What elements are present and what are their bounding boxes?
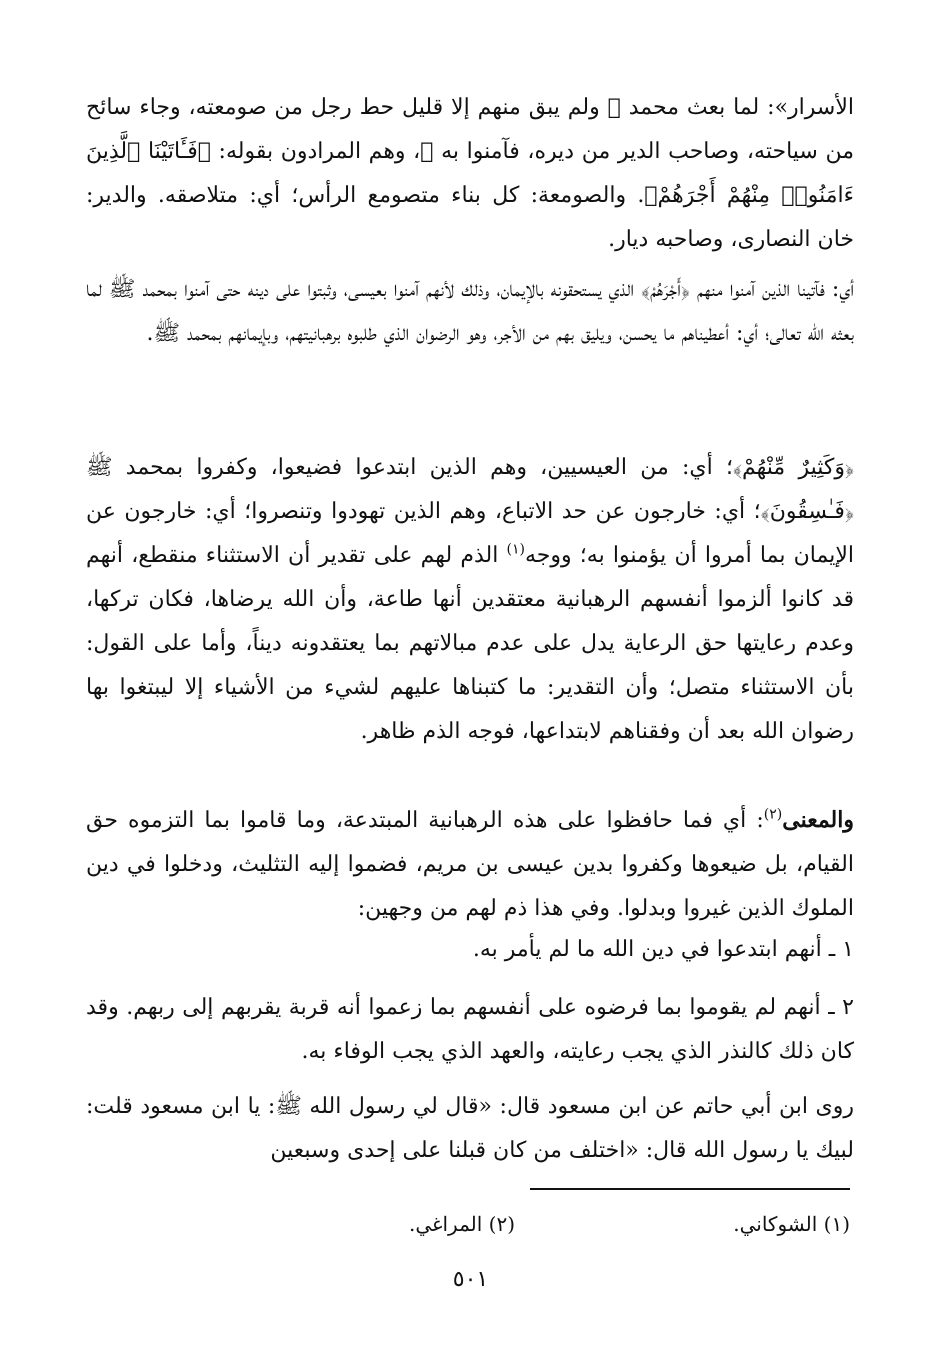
paragraph-text-part: ﴿وَكَثِيرٌ مِّنْهُمْ﴾؛ أي: من العيسيين، وهم الذين ابتدعوا فضيعوا، وكفروا بمحمد ﷺ ﴿فَـٰسِقُونَ﴾؛ أي: خارجون عن حد الاتباع، وهم الذين تهودوا وتنصروا؛ أي: خارجون عن الإيمان بما أمروا أن يؤمنوا به؛ ووجه: [86, 455, 854, 568]
paragraph-ajrahum: [86, 268, 854, 356]
footnote-ref-1: (١): [506, 541, 525, 558]
paragraph-asrar: [86, 86, 854, 262]
list-item-2: [86, 986, 854, 1074]
page-number: ٥٠١: [452, 1267, 489, 1292]
list-item-text: ٢ ـ أنهم لم يقوموا بما فرضوه على أنفسهم بما زعموا أنه قربة يقربهم إلى ربهم. وقد كان ذلك كالنذر الذي يجب رعايته، والعهد الذي يجب الوفاء به.: [86, 995, 854, 1064]
paragraph-rawa: [86, 1085, 854, 1173]
footnote-ref-2: (٢): [763, 806, 783, 823]
paragraph-text: [86, 798, 854, 931]
footnote-divider: [530, 1188, 850, 1190]
paragraph-text: الأسرار»: لما بعث محمد ﷺ ولم يبق منهم إلا قليل حط رجل من صومعته، وجاء سائح من سياحته، وصاحب الدير من ديره، فآمنوا به ﷺ، وهم المرادون بقوله: ﴿فَـَٔاتَيْنَا ٱلَّذِينَ ءَامَنُوا۟ مِنْهُمْ أَجْرَهُمْ﴾. والصومعة: كل بناء متصومع الرأس؛ أي: متلاصقه. والدير: خان النصارى، وصاحبه ديار.: [86, 95, 854, 252]
list-item-text: ١ ـ أنهم ابتدعوا في دين الله ما لم يأمر به.: [472, 937, 854, 962]
paragraph-lead-word: والمعنى: [782, 807, 854, 833]
paragraph-text: [86, 446, 854, 754]
paragraph-maana: [86, 798, 854, 931]
paragraph-text: أي: فآتينا الذين آمنوا منهم ﴿أَجْرَهُمْ﴾ الذي يستحقونه بالإيمان، وذلك لأنهم آمنوا بعيسى، وثبتوا على دينه حتى آمنوا بمحمد ﷺ لما بعثه الله تعالى؛ أي: أعطيناهم ما يحسن، ويليق بهم من الأجر، وهو الرضوان الذي طلبوه برهبانيتهم، وبإيمانهم بمحمد ﷺ.: [86, 277, 854, 346]
footnote-1: (١) الشوكاني.: [733, 1212, 850, 1236]
paragraph-text: روى ابن أبي حاتم عن ابن مسعود قال: «قال لي رسول الله ﷺ: يا ابن مسعود قلت: لبيك يا رسول الله قال: «اختلف من كان قبلنا على إحدى وسبعين: [86, 1094, 854, 1163]
paragraph-text-part: الذم لهم على تقدير أن الاستثناء منقطع، أنهم قد كانوا ألزموا أنفسهم الرهبانية معتقدين أنها طاعة، وأن الله يرضاها، فكان تركها، وعدم رعايتها حق الرعاية يدل على عدم مبالاتهم بما يعتقدونه ديناً، وأما على القول: بأن الاستثناء متصل؛ وأن التقدير: ما كتبناها عليهم لشيء من الأشياء إلا ليبتغوا بها رضوان الله بعد أن وفقناهم لابتداعها، فوجه الذم ظاهر.: [86, 543, 854, 744]
list-item-1: [86, 928, 854, 972]
paragraph-text-part: : أي فما حافظوا على هذه الرهبانية المبتدعة، وما قاموا بما التزموه حق القيام، بل ضيعوها وكفروا بدين عيسى بن مريم، فضموا إليه التثليث، ودخلوا في دين الملوك الذين غيروا وبدلوا. وفي هذا ذم لهم من وجهين:: [86, 808, 854, 921]
footnote-2: (٢) المراغي.: [408, 1212, 515, 1236]
paragraph-wakathir: [86, 446, 854, 754]
